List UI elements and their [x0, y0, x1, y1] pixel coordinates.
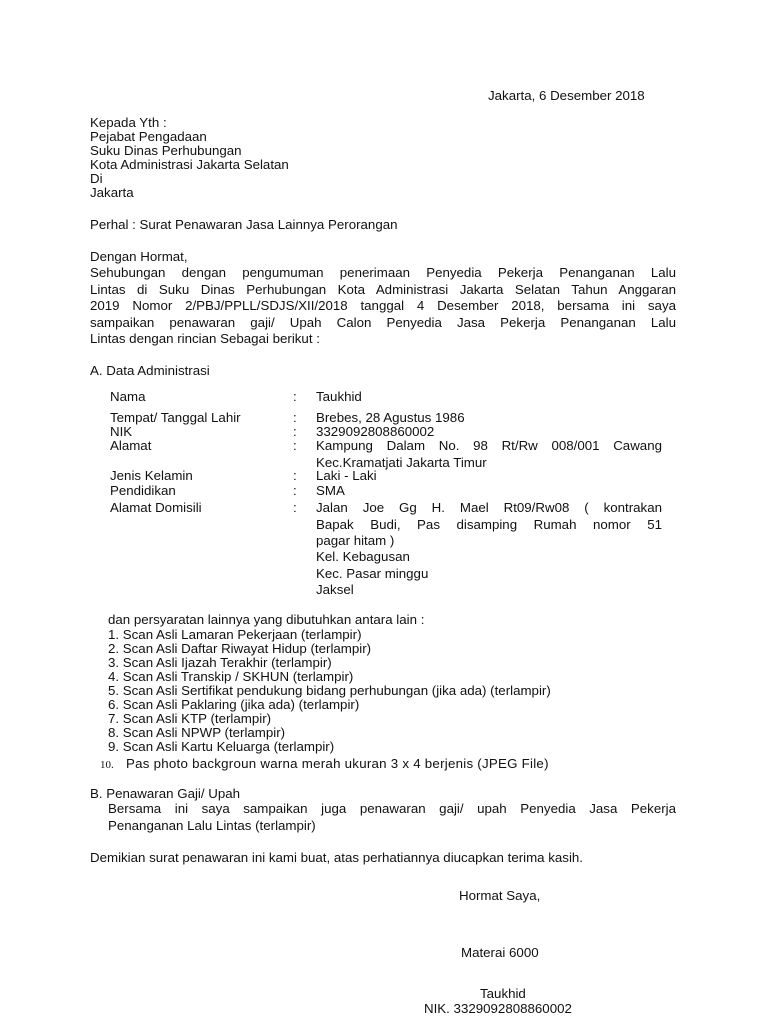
intro-line: Sehubungan dengan pengumuman penerimaan Penyedia Pekerja Penanganan Lalu [90, 265, 676, 280]
field-value-domisili-cont: pagar hitam ) [316, 533, 395, 548]
field-value-alamat-cont: Kec.Kramatjati Jakarta Timur [316, 455, 487, 470]
salutation: Dengan Hormat, [90, 249, 188, 264]
field-value-nik: 3329092808860002 [316, 424, 435, 439]
list-item: 6. Scan Asli Paklaring (jika ada) (terlampir) [108, 697, 360, 712]
list-item: Pas photo backgroun warna merah ukuran 3 x 4 berjenis (JPEG File) [126, 756, 549, 771]
recipient-line: Di [90, 171, 103, 186]
recipient-line: Pejabat Pengadaan [90, 129, 207, 144]
section-b-heading: B. Penawaran Gaji/ Upah [90, 786, 241, 801]
intro-line: Lintas dengan rincian Sebagai berikut : [90, 331, 320, 346]
intro-line: sampaikan penawaran gaji/ Upah Calon Penyedia Jasa Pekerja Penanganan Lalu [90, 315, 676, 330]
field-value-domisili-cont: Bapak Budi, Pas disamping Rumah nomor 51 [316, 517, 662, 532]
field-label-jenis-kelamin: Jenis Kelamin [110, 468, 193, 483]
list-item-number: 10. [100, 759, 114, 771]
field-value-domisili-cont: Kec. Pasar minggu [316, 566, 429, 581]
field-colon: : [293, 438, 297, 453]
intro-line: Lintas di Suku Dinas Perhubungan Kota Administrasi Jakarta Selatan Tahun Anggaran [90, 282, 676, 297]
field-colon: : [293, 410, 297, 425]
signature-regards: Hormat Saya, [459, 888, 541, 903]
list-item: 8. Scan Asli NPWP (terlampir) [108, 725, 286, 740]
list-item: 1. Scan Asli Lamaran Pekerjaan (terlampir) [108, 627, 362, 642]
list-item: 7. Scan Asli KTP (terlampir) [108, 711, 272, 726]
field-value-ttl: Brebes, 28 Agustus 1986 [316, 410, 465, 425]
list-item: 5. Scan Asli Sertifikat pendukung bidang perhubungan (jika ada) (terlampir) [108, 683, 551, 698]
intro-line: 2019 Nomor 2/PBJ/PPLL/SDJS/XII/2018 tanggal 4 Desember 2018, bersama ini saya [90, 298, 676, 313]
field-colon: : [293, 483, 297, 498]
recipient-line: Jakarta [90, 185, 134, 200]
signature-materai: Materai 6000 [461, 945, 539, 960]
field-label-nik: NIK [110, 424, 133, 439]
list-item: 9. Scan Asli Kartu Keluarga (terlampir) [108, 739, 335, 754]
list-item: 3. Scan Asli Ijazah Terakhir (terlampir) [108, 655, 332, 670]
field-label-domisili: Alamat Domisili [110, 500, 202, 515]
field-colon: : [293, 468, 297, 483]
field-value-domisili: Jalan Joe Gg H. Mael Rt09/Rw08 ( kontrakan [316, 500, 662, 515]
closing-sentence: Demikian surat penawaran ini kami buat, atas perhatiannya diucapkan terima kasih. [90, 850, 583, 865]
list-item: 4. Scan Asli Transkip / SKHUN (terlampir) [108, 669, 354, 684]
signature-nik: NIK. 3329092808860002 [424, 1001, 572, 1016]
field-value-alamat: Kampung Dalam No. 98 Rt/Rw 008/001 Cawang [316, 438, 662, 453]
section-b-line: Penanganan Lalu Lintas (terlampir) [108, 818, 316, 833]
list-item: 2. Scan Asli Daftar Riwayat Hidup (terlampir) [108, 641, 372, 656]
recipient-kepada: Kepada Yth : [90, 115, 167, 130]
section-a-heading: A. Data Administrasi [90, 363, 210, 378]
field-label-ttl: Tempat/ Tanggal Lahir [110, 410, 241, 425]
field-label-alamat: Alamat [110, 438, 152, 453]
field-value-pendidikan: SMA [316, 483, 345, 498]
recipient-line: Suku Dinas Perhubungan [90, 143, 242, 158]
field-label-nama: Nama [110, 389, 146, 404]
section-b-line: Bersama ini saya sampaikan juga penawaran gaji/ upah Penyedia Jasa Pekerja [108, 801, 676, 816]
field-colon: : [293, 500, 297, 515]
date-line: Jakarta, 6 Desember 2018 [488, 88, 645, 103]
field-label-pendidikan: Pendidikan [110, 483, 176, 498]
recipient-line: Kota Administrasi Jakarta Selatan [90, 157, 289, 172]
perihal-line: Perhal : Surat Penawaran Jasa Lainnya Perorangan [90, 217, 398, 232]
field-value-nama: Taukhid [316, 389, 362, 404]
requirements-intro: dan persyaratan lainnya yang dibutuhkan antara lain : [108, 612, 425, 627]
field-colon: : [293, 424, 297, 439]
field-colon: : [293, 389, 297, 404]
field-value-domisili-cont: Kel. Kebagusan [316, 549, 410, 564]
field-value-jenis-kelamin: Laki - Laki [316, 468, 377, 483]
signature-name: Taukhid [480, 986, 526, 1001]
field-value-domisili-cont: Jaksel [316, 582, 354, 597]
